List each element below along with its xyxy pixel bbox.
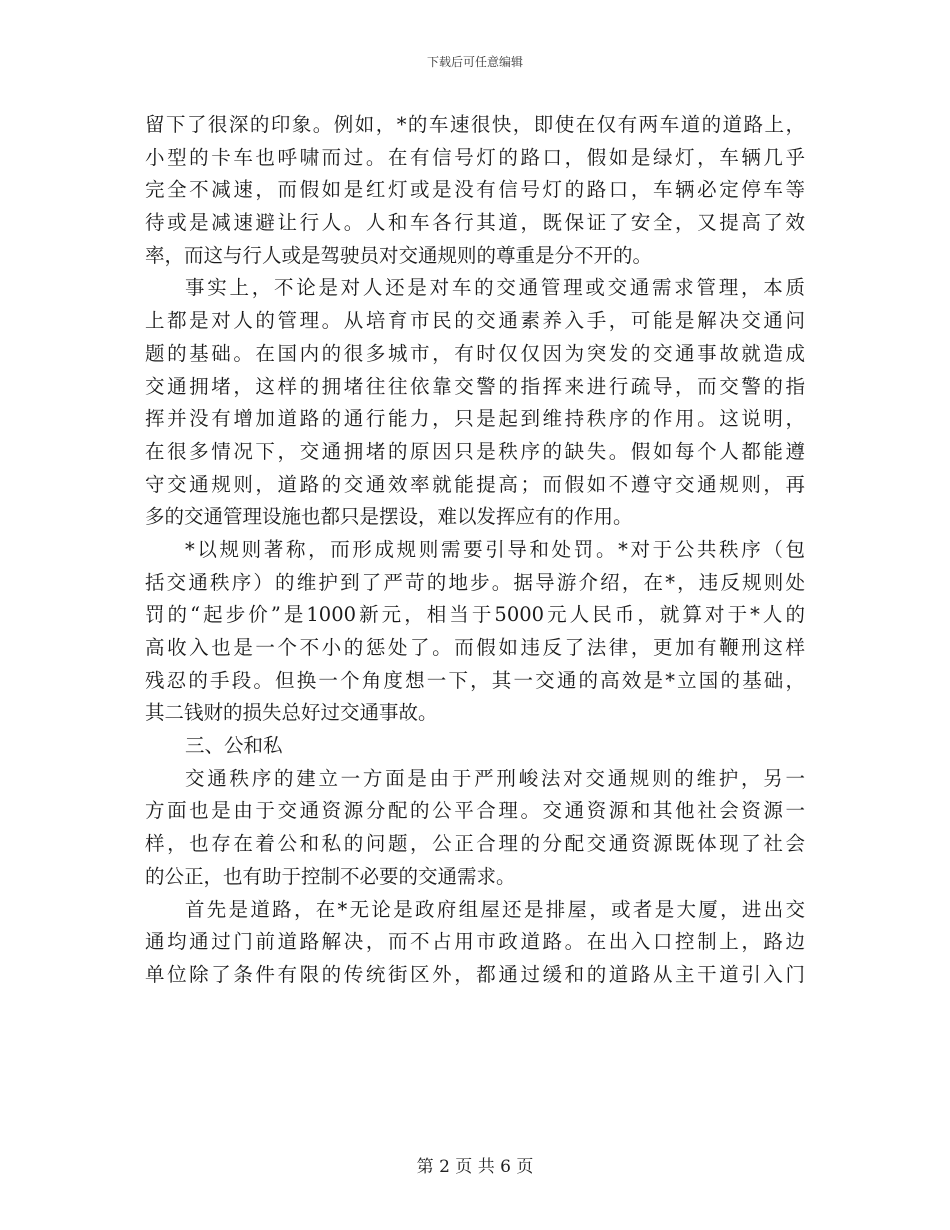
text-line: 高收入也是一个不小的惩处了。而假如违反了法律，更加有鞭刑这样 xyxy=(145,636,805,659)
text-line: 的公正，也有助于控制不必要的交通需求。 xyxy=(145,864,516,888)
text-line: 罚的“起步价”是1000新元，相当于5000元人民币，就算对于*人的 xyxy=(145,603,805,627)
text-line: 守交通规则，道路的交通效率就能提高；而假如不遵守交通规则，再 xyxy=(145,472,805,496)
text-line: 其二钱财的损失总好过交通事故。 xyxy=(145,701,438,725)
document-body xyxy=(145,109,805,992)
text-line: 待或是减速避让行人。人和车各行其道，既保证了安全，又提高了效 xyxy=(145,211,805,235)
text-line: 三、公和私 xyxy=(185,734,283,758)
text-line: 交通秩序的建立一方面是由于严刑峻法对交通规则的维护，另一 xyxy=(185,766,805,790)
text-line: 题的基础。在国内的很多城市，有时仅仅因为突发的交通事故就造成 xyxy=(145,341,805,365)
text-line: 方面也是由于交通资源分配的公平合理。交通资源和其他社会资源一 xyxy=(145,799,805,823)
text-line: 通均通过门前道路解决，而不占用市政道路。在出入口控制上，路边 xyxy=(145,930,805,954)
text-line: 上都是对人的管理。从培育市民的交通素养入手，可能是解决交通问 xyxy=(145,309,805,333)
text-line: 括交通秩序）的维护到了严苛的地步。据导游介绍，在*，违反规则处 xyxy=(145,570,805,594)
page-header: 下载后可任意编辑 xyxy=(426,55,523,69)
text-line: 残忍的手段。但换一个角度想一下，其一交通的高效是*立国的基础， xyxy=(145,668,805,692)
text-line: 小型的卡车也呼啸而过。在有信号灯的路口，假如是绿灯，车辆几乎 xyxy=(145,145,805,169)
text-line: 在很多情况下，交通拥堵的原因只是秩序的缺失。假如每个人都能遵 xyxy=(145,439,805,463)
text-line: 首先是道路，在*无论是政府组屋还是排屋，或者是大厦，进出交 xyxy=(185,897,805,921)
text-line: 挥并没有增加道路的通行能力，只是起到维持秩序的作用。这说明， xyxy=(145,407,805,431)
text-line: 完全不减速，而假如是红灯或是没有信号灯的路口，车辆必定停车等 xyxy=(145,178,805,202)
text-line: 交通拥堵，这样的拥堵往往依靠交警的指挥来进行疏导，而交警的指 xyxy=(145,374,805,398)
text-line: 样，也存在着公和私的问题，公正合理的分配交通资源既体现了社会 xyxy=(145,832,805,856)
text-line: 率，而这与行人或是驾驶员对交通规则的尊重是分不开的。 xyxy=(145,243,653,267)
text-line: 事实上，不论是对人还是对车的交通管理或交通需求管理，本质 xyxy=(185,276,805,300)
text-line: *以规则著称，而形成规则需要引导和处罚。*对于公共秩序（包 xyxy=(185,537,805,561)
text-line: 单位除了条件有限的传统街区外，都通过缓和的道路从主干道引入门 xyxy=(145,962,805,986)
text-line: 多的交通管理设施也都只是摆设，难以发挥应有的作用。 xyxy=(145,505,633,529)
page-footer: 第 2 页 共 6 页 xyxy=(416,1157,534,1177)
text-line: 留下了很深的印象。例如，*的车速很快，即使在仅有两车道的道路上， xyxy=(145,113,805,136)
